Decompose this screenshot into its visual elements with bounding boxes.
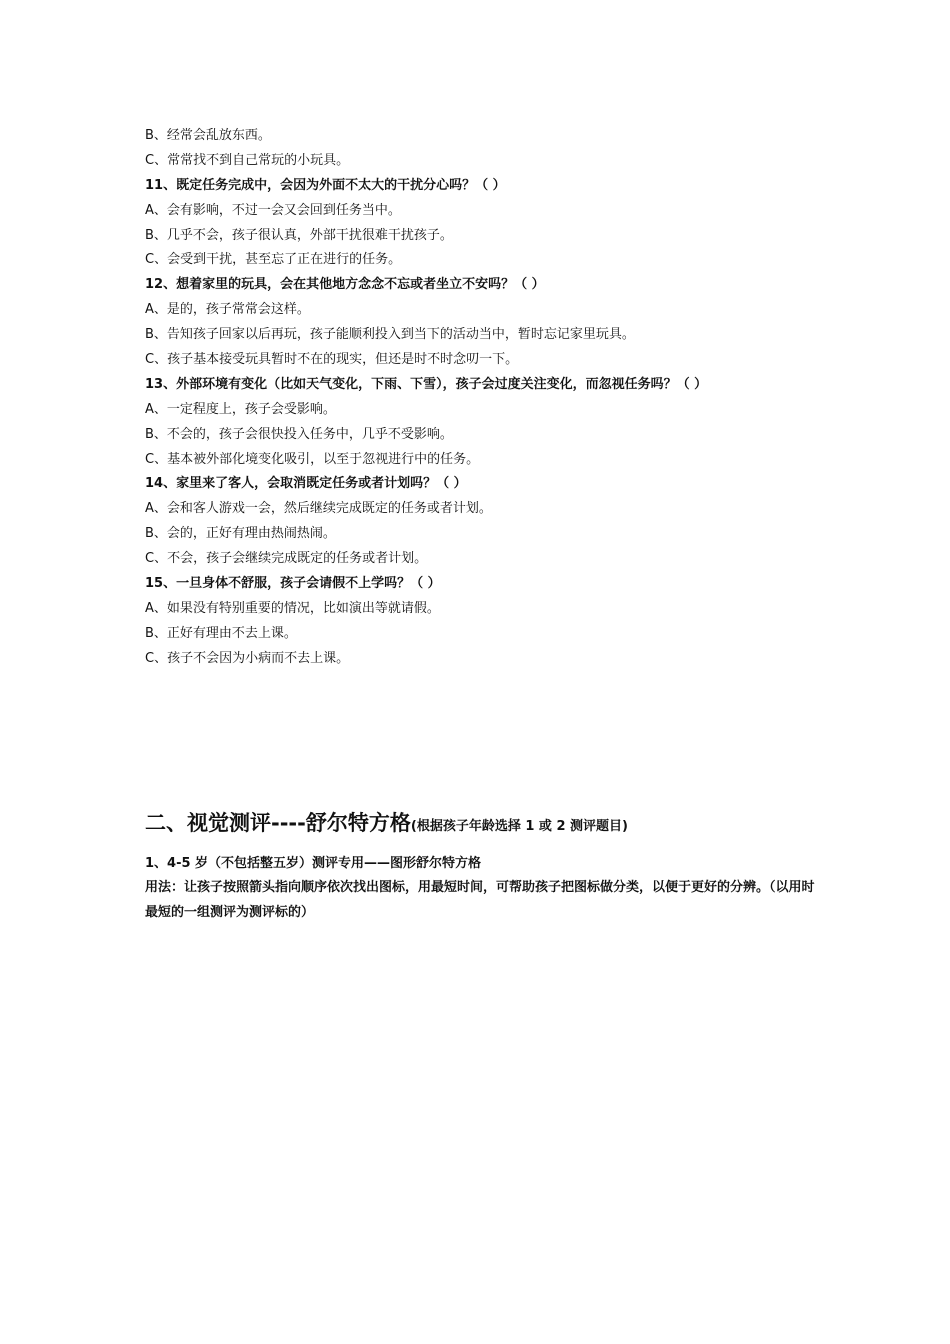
option-line: A、会有影响，不过一会又会回到任务当中。 <box>145 202 401 218</box>
visual-assessment-section <box>145 806 835 925</box>
question-13: 13、外部环境有变化（比如天气变化，下雨、下雪），孩子会过度关注变化，而忽视任务吗？（ ） <box>145 376 708 392</box>
option-line: C、会受到干扰，甚至忘了正在进行的任务。 <box>145 252 402 268</box>
question-14: 14、家里来了客人，会取消既定任务或者计划吗？（ ） <box>145 476 467 492</box>
section-title-text: 二、视觉测评----舒尔特方格 <box>145 811 411 835</box>
option-line: C、孩子不会因为小病而不去上课。 <box>145 650 350 666</box>
option-line: B、告知孩子回家以后再玩，孩子能顺利投入到当下的活动当中，暂时忘记家里玩具。 <box>145 327 635 343</box>
option-line: B、经常会乱放东西。 <box>145 128 271 143</box>
option-line: C、孩子基本接受玩具暂时不在的现实，但还是时不时念叨一下。 <box>145 352 519 368</box>
option-line: C、基本被外部化境变化吸引，以至于忽视进行中的任务。 <box>145 451 480 467</box>
option-line: C、常常找不到自己常玩的小玩具。 <box>145 152 350 168</box>
option-line: A、一定程度上，孩子会受影响。 <box>145 401 336 417</box>
option-line: B、正好有理由不去上课。 <box>145 625 297 641</box>
option-line: A、会和客人游戏一会，然后继续完成既定的任务或者计划。 <box>145 501 492 517</box>
option-line: B、几乎不会，孩子很认真，外部干扰很难干扰孩子。 <box>145 227 453 243</box>
question-11: 11、既定任务完成中，会因为外面不太大的干扰分心吗？（ ） <box>145 177 506 193</box>
option-line: A、是的，孩子常常会这样。 <box>145 302 310 318</box>
question-15: 15、一旦身体不舒服，孩子会请假不上学吗？（ ） <box>145 576 441 592</box>
section-title-note: (根据孩子年龄选择 1 或 2 测评题目) <box>410 819 628 834</box>
option-line: A、如果没有特别重要的情况，比如演出等就请假。 <box>145 600 440 616</box>
option-line: B、会的，正好有理由热闹热闹。 <box>145 526 336 542</box>
usage-text: 用法：让孩子按照箭头指向顺序依次找出图标，用最短时间，可帮助孩子把图标做分类，以便于更好的分辨。（以用时最短的一组测评为测评标的） <box>145 880 815 920</box>
option-line: C、不会，孩子会继续完成既定的任务或者计划。 <box>145 551 428 567</box>
section-title <box>145 806 835 844</box>
questionnaire <box>145 124 825 672</box>
question-12: 12、想着家里的玩具，会在其他地方念念不忘或者坐立不安吗？（ ） <box>145 277 545 293</box>
sub-heading: 1、4-5 岁（不包括整五岁）测评专用——图形舒尔特方格 <box>145 856 482 871</box>
option-line: B、不会的，孩子会很快投入任务中，几乎不受影响。 <box>145 426 453 442</box>
